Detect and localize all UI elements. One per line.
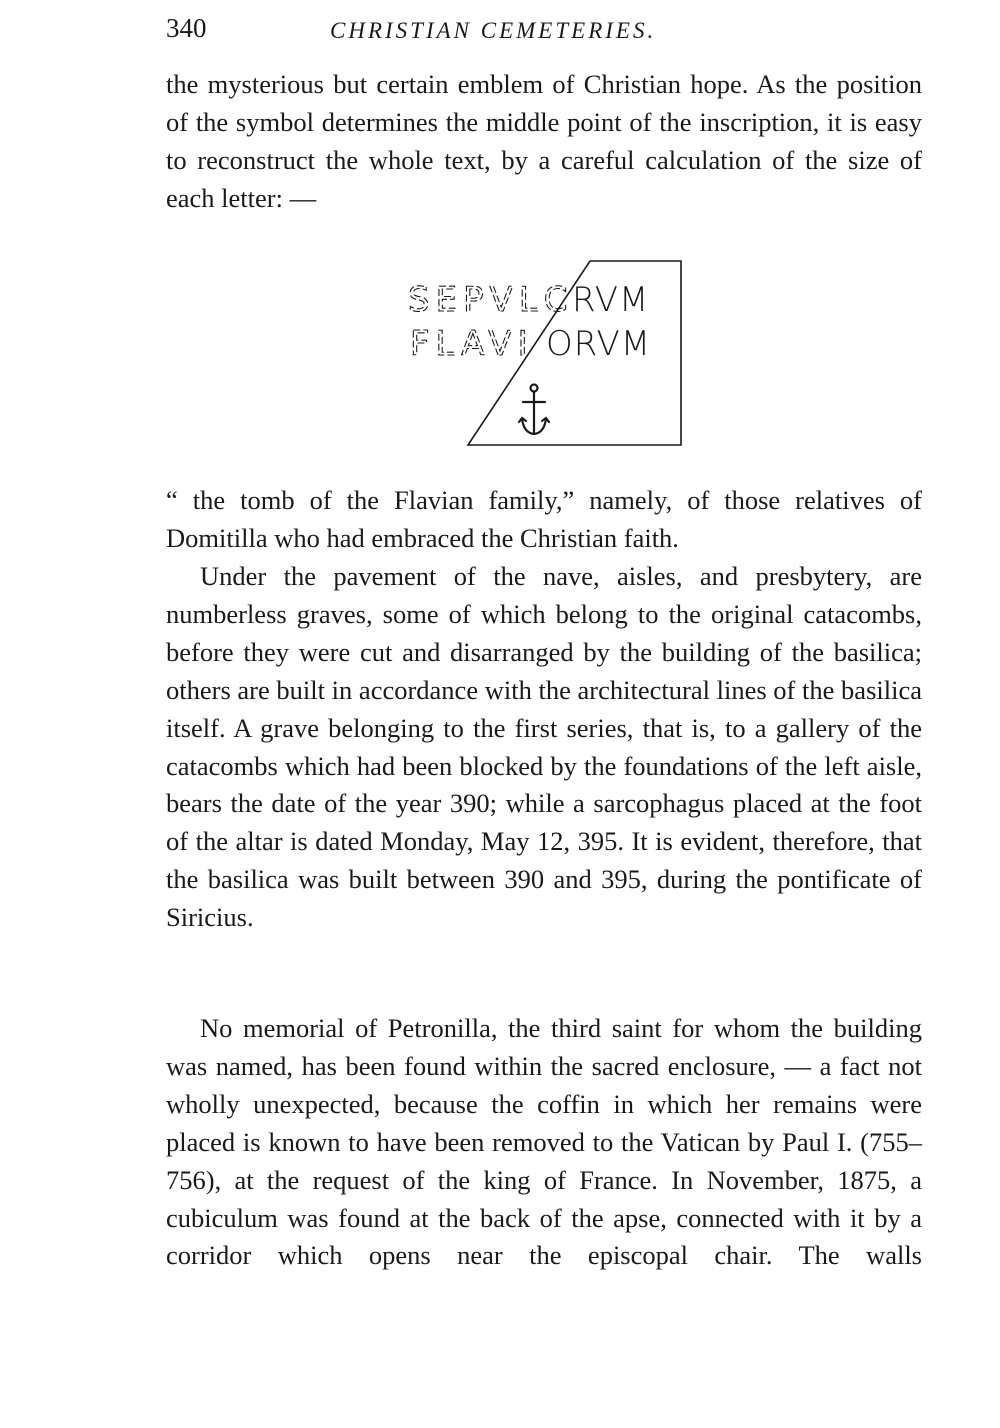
- inscription-figure: [400, 255, 690, 455]
- inscription-line1-lost: SEPVLC: [408, 280, 574, 320]
- paragraph-3: [166, 558, 922, 937]
- paragraph-1: the mysterious but certain emblem of Christian hope. As the position of the symbol determines the middle point of the inscription, it is easy to reconstruct the whole text, by a careful calculation of the size of each letter: —: [166, 69, 922, 213]
- inscription-line2-preserved: ORVM: [546, 324, 652, 364]
- running-title: CHRISTIAN CEMETERIES.: [330, 18, 657, 43]
- paragraph-4-text: No memorial of Petronilla, the third saint for whom the building was named, has been found within the sacred enclosure, — a fact not wholly unexpected, because the coffin in which her remains were placed is known to have been removed to the Vatican by Paul I. (755–756), at the request of the king of France. In November, 1875, a cubiculum was found at the back of the apse, connected with it by a corridor which opens near the episcopal chair. The walls: [166, 1013, 922, 1271]
- paragraph-3-text: Under the pavement of the nave, aisles, and presbytery, are numberless graves, some of which belong to the original catacombs, before they were cut and disarranged by the building of the basilica; others are built in accordance with the architectural lines of the basilica itself. A grave belonging to the first series, that is, to a gallery of the catacombs which had been blocked by the foundations of the left aisle, bears the date of the year 390; while a sarcophagus placed at the foot of the altar is dated Monday, May 12, 395. It is evident, therefore, that the basilica was built between 390 and 395, during the pontificate of Siricius.: [166, 561, 922, 933]
- page-number: 340: [166, 13, 207, 43]
- inscription-line2-lost: FLAVI: [410, 324, 534, 364]
- paragraph-2: “ the tomb of the Flavian family,” namely, of those relatives of Domitilla who had embraced the Christian faith.: [166, 485, 922, 553]
- paragraph-4: [166, 1010, 922, 1275]
- inscription-drawing: [400, 255, 690, 455]
- inscription-line1-preserved: RVM: [572, 280, 650, 320]
- anchor-icon: [519, 385, 549, 435]
